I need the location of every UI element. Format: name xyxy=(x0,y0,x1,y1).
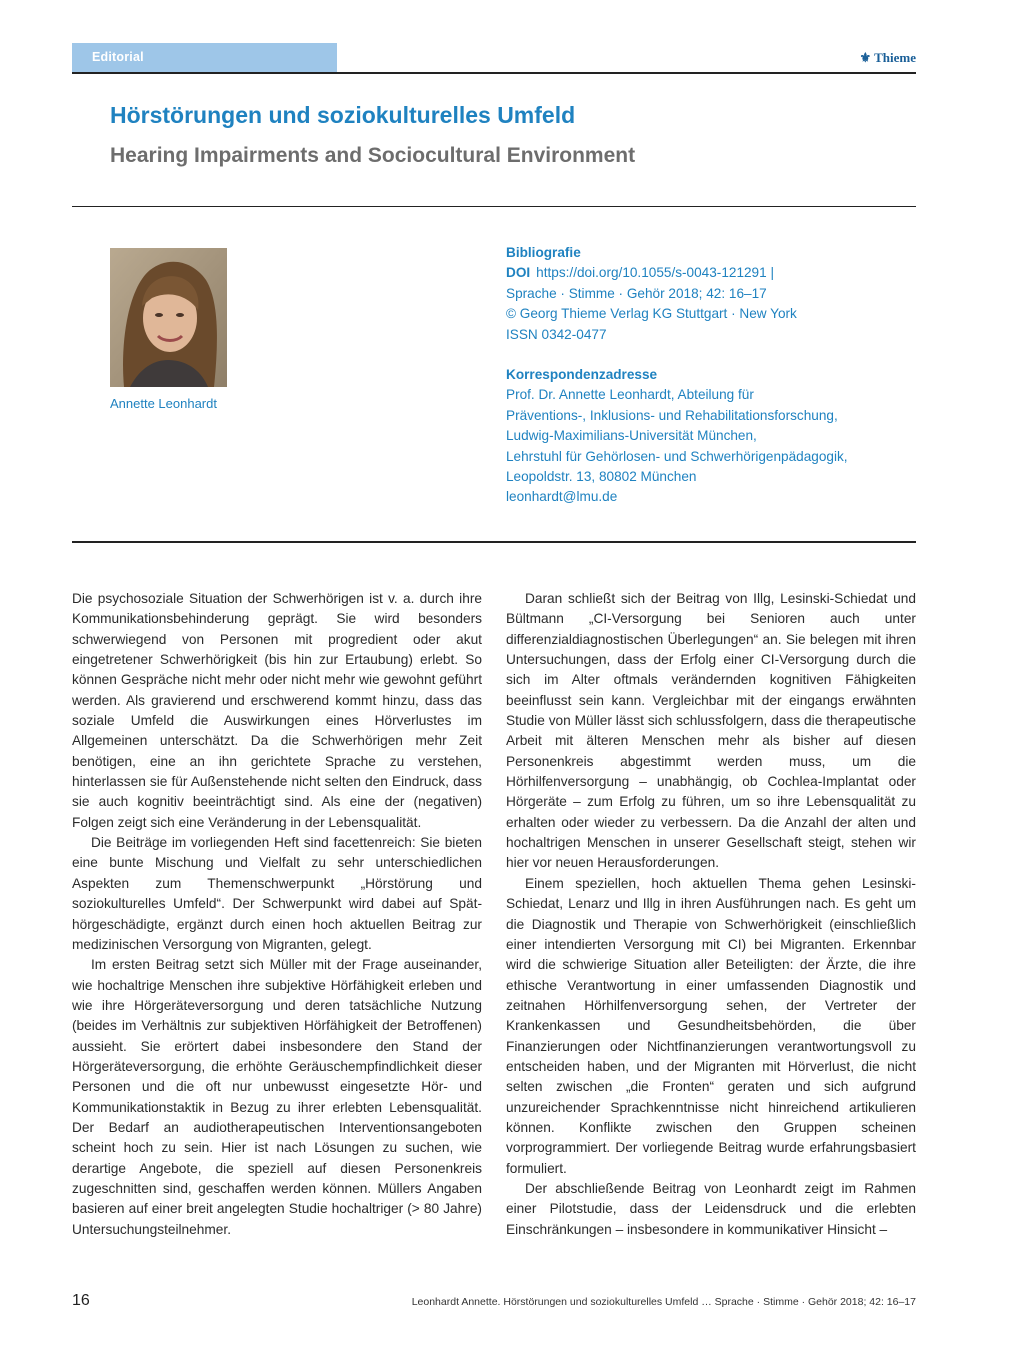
address-line: Prof. Dr. Annette Leonhardt, Abteilung für xyxy=(506,387,754,403)
address-line: Präventions-, Inklusions- und Rehabilitationsforschung, xyxy=(506,407,838,423)
footer-citation: Leonhardt Annette. Hörstörungen und soziokulturelles Umfeld … Sprache · Stimme · Gehör 2018; 42: 16–17 xyxy=(411,1296,916,1308)
bibliography-heading: Bibliografie xyxy=(506,245,581,260)
correspondence-heading: Korrespondenzadresse xyxy=(506,367,658,383)
page-number: 16 xyxy=(72,1292,90,1309)
journal-citation: Sprache · Stimme · Gehör 2018; 42: 16–17 xyxy=(506,285,767,301)
body-column-right xyxy=(506,589,916,1240)
address-line: Lehrstuhl für Gehörlosen- und Schwerhörigenpädagogik, xyxy=(506,448,848,464)
article-title-german: Hörstörungen und soziokulturelles Umfeld xyxy=(110,102,576,128)
address-line: Ludwig-Maximilians-Universität München, xyxy=(506,428,757,444)
body-paragraph: Die psychosoziale Situation der Schwerhörigen ist v. a. durch ihre Kommunikationsbehinderung geprägt. Sie wird besonders schwerwiegend von Personen mit progredient oder akut eingetretener Schwerhörigkeit (bis hin zur Ertaubung) erlebt. So können Gespräche nicht mehr oder nicht mehr wie gewohnt geführt werden. Als gravierend und erschwerend kommt hinzu, dass das soziale Umfeld die Auswirkungen eines Hörverlustes im Allgemeinen unterschätzt. Da die Schwerhörigen mehr Zeit benötigen, eine an ihn gerichtete Sprache zu verstehen, hinterlassen sie für Außenstehende nicht selten den Eindruck, dass sie auch kognitiv beeinträchtigt sind. Als eine der (negativen) Folgen zeigt sich eine Veränderung in der Lebensqualität. xyxy=(72,591,482,830)
copyright-line: © Georg Thieme Verlag KG Stuttgart · New York xyxy=(506,306,797,322)
author-caption: Annette Leonhardt xyxy=(110,396,217,411)
issn-line: ISSN 0342-0477 xyxy=(506,326,607,342)
body-column-left xyxy=(72,589,482,1240)
body-paragraph: Der abschließende Beitrag von Leonhardt zeigt im Rahmen einer Pilotstudie, dass der Leidensdruck und die erlebten Einschränkungen – insbesondere in kommunikativer Hinsicht – xyxy=(506,1180,916,1237)
author-portrait xyxy=(110,248,227,387)
doi-label: DOI xyxy=(506,265,531,281)
thieme-crest-icon: ⚜ xyxy=(859,50,872,65)
body-paragraph: Im ersten Beitrag setzt sich Müller mit der Frage auseinander, wie hochaltrige Menschen ihre subjektive Hörfähigkeit erleben und wie ihre Hörgeräteversorgung und deren tatsächliche Nutzung (beides im Verhältnis zur subjektiven Hörfähigkeit der Betroffenen) aussieht. Sie erörtert dabei insbesondere den Stand der Hörgeräteversorgung, die erhöhte Geräuschempfindlichkeit dieser Personen und die oft nur unbewusst eingesetzte Hör- und Kommunikationstaktik in Bezug zu ihrer erlebten Lebensqualität. Der Bedarf an audiotherapeutischen Interventionsangeboten scheint hoch zu sein. Hier ist nach Lösungen zu suchen, wie derartige Angebote, die speziell auf diesen Personenkreis zugeschnitten sind, geschaffen werden können. Müllers Angaben basieren auf einer breit angelegten Studie hochaltriger (> 80 Jahre) Untersuchungsteilnehmer. xyxy=(72,957,482,1237)
body-paragraph: Die Beiträge im vorliegenden Heft sind facettenreich: Sie bieten eine bunte Mischung und Vielfalt zu sehr unterschiedlichen Aspekten zum Themenschwerpunkt „Hörstörung und soziokulturelles Umfeld“. Der Schwerpunkt wird dabei auf Späthörgeschädigte, ergänzt durch einen hoch aktuellen Beitrag zur medizinischen Versorgung von Migranten, gelegt. xyxy=(72,835,482,952)
body-paragraph: Einem speziellen, hoch aktuellen Thema gehen Lesinski-Schiedat, Lenarz und Illg in ihren Ausführungen nach. Es geht um die Diagnostik und Therapie von Schwerhörigkeit (einschließlich einer intendierten Versorgung mit CI) bei Migranten. Erkennbar wird die schwierige Situation aller Beteiligten: der Ärzte, die ihre ethische Verantwortung in einer umfassenden Diagnostik und zeitnahen Hörhilfenversorgung sehen, der Vertreter der Krankenkassen und Gesundheitsbehörden, die über Finanzierungen oder Nichtfinanzierungen verantwortungsvoll zu entscheiden haben, und der Migranten mit Hörverlust, die nicht selten zwischen „die Fronten“ geraten und sich aufgrund unzureichender Sprachkenntnisse nicht hinreichend artikulieren können. Konflikte zwischen den Gruppen scheinen vorprogrammiert. Der vorliegende Beitrag wurde erfahrungsbasiert formuliert. xyxy=(506,875,916,1176)
publisher-name: Thieme xyxy=(874,50,916,65)
article-metadata xyxy=(506,243,916,508)
body-paragraph: Daran schließt sich der Beitrag von Illg, Lesinski-Schiedat und Bültmann „CI-Versorgung bei Senioren auch unter differenzialdiagnostischen Überlegungen“ an. Sie belegen mit ihren Untersuchungen, dass der Erfolg einer CI-Versorgung durch die sich im Alter oftmals verändernden kognitiven Fähigkeiten beeinflusst sein kann. Vergleichbar mit der eingangs erwähnten Studie von Müller lässt sich schlussfolgern, dass die therapeutische Arbeit mit älteren Menschen mehr als bisher auf diesen Personenkreis abgestimmt werden muss, um die Hörhilfenversorgung – unabhängig, ob Cochlea-Implantat oder Hörgeräte – zum Erfolg zu führen, um so ihre Lebensqualität zu erhalten oder wieder zu verbessern. Da die Anzahl der alten und hochaltrigen Menschen in unserer Gesellschaft steigt, stehen wir hier vor neuen Herausforderungen. xyxy=(506,591,916,871)
section-label: Editorial xyxy=(72,43,337,72)
title-divider xyxy=(72,206,916,207)
publisher-logo xyxy=(859,50,916,66)
doi-link[interactable]: https://doi.org/10.1055/s-0043-121291 | xyxy=(536,265,774,281)
email-link[interactable]: leonhardt@lmu.de xyxy=(506,489,618,505)
header-rule xyxy=(72,72,916,74)
metadata-divider xyxy=(72,541,916,543)
address-line: Leopoldstr. 13, 80802 München xyxy=(506,469,697,485)
doi-line xyxy=(506,263,916,283)
article-title-english: Hearing Impairments and Sociocultural Environment xyxy=(110,144,636,167)
